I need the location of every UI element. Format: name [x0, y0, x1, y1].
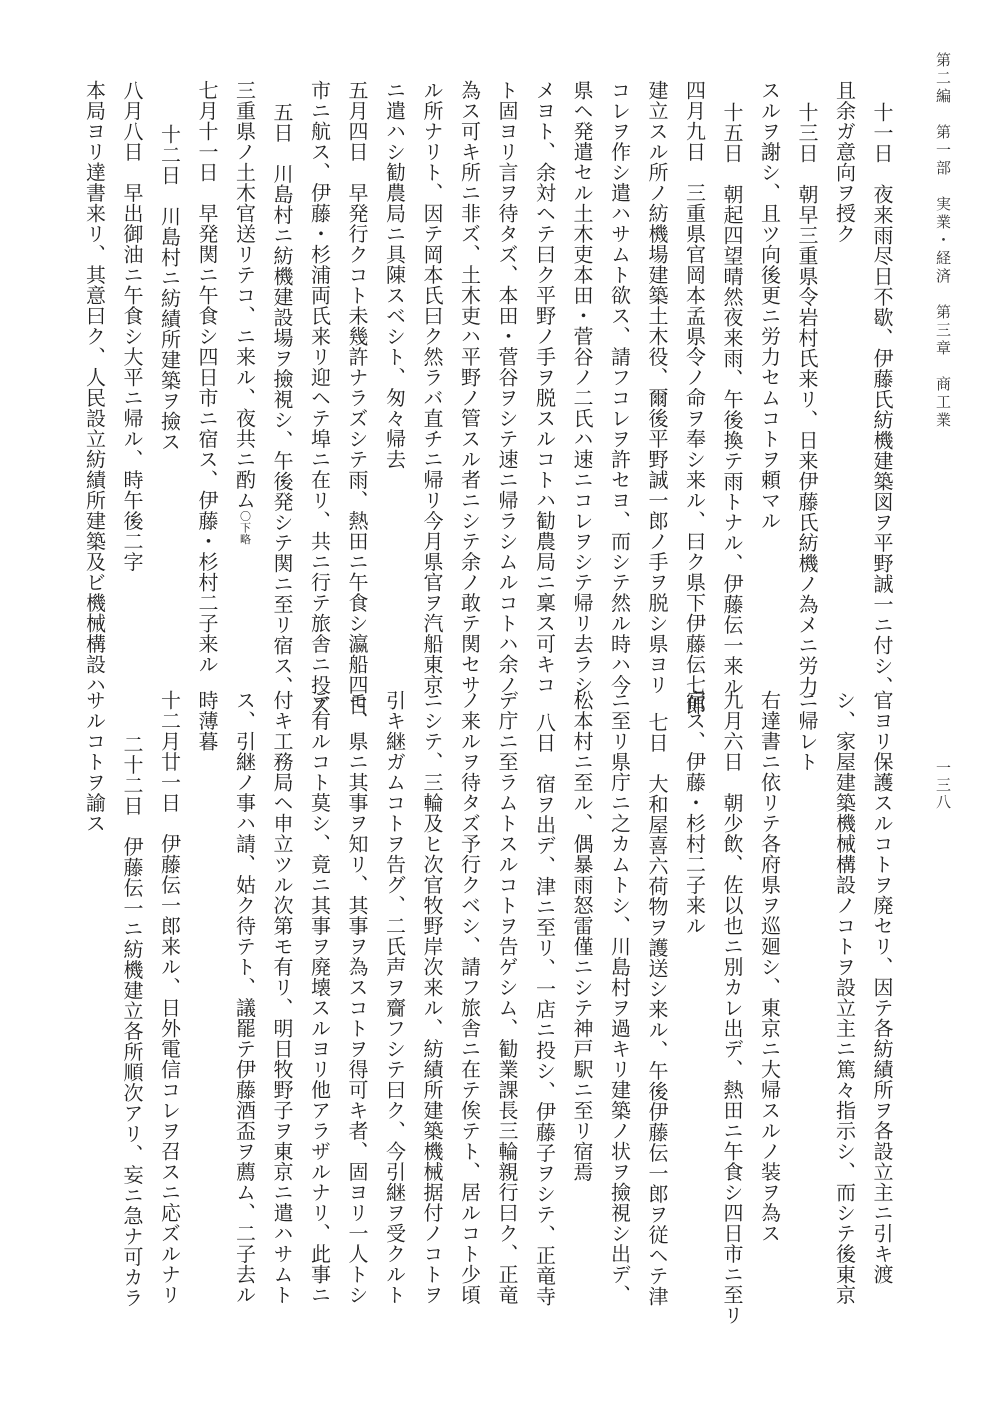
column-text: 右達書ニ依リテ各府県ヲ巡廻シ、東京ニ大帰スルノ装ヲ為ス: [757, 690, 782, 1244]
text-column: [270, 80, 294, 697]
text-column: [270, 690, 294, 1305]
text-column: [345, 690, 369, 1305]
column-text: 十二月廿一日 伊藤伝一郎来ル、日外電信コレヲ召スニ応ズルナリ: [157, 690, 182, 1305]
column-text: スルヲ謝シ、且ツ向後更ニ労力セムコトヲ頼マル: [757, 80, 782, 531]
running-header: 第二編 第一部 実業・経済 第三章 商工業: [934, 52, 952, 430]
column-text: 官ヨリ保護スルコトヲ廃セリ、因テ各紡績所ヲ各設立主ニ引キ渡: [870, 690, 894, 1285]
column-text: 且余ガ意向ヲ授ク: [832, 80, 857, 244]
text-column: [457, 80, 482, 695]
text-column: [682, 690, 707, 1250]
text-column: [495, 80, 519, 695]
text-column: [157, 690, 182, 1305]
column-text: 十五日 朝起四望晴然夜来雨、午後換テ雨トナル、伊藤伝一来ル: [720, 102, 744, 697]
page-number: 一三八: [934, 760, 952, 811]
column-text: 十二日 川島村ニ紡績所建築ヲ撿ス: [157, 124, 182, 452]
column-text: モ、県ニ其事ヲ知リ、其事ヲ為スコトヲ得可キ者、固ヨリ一人トシ: [345, 690, 369, 1305]
column-text: コレヲ作シ遣ハサムト欲ス、請フコレヲ許セヨ、而シテ然ル時ハ今: [607, 80, 632, 695]
column-text: ス、引継ノ事ハ請、姑ク待テト、議罷テ伊藤酒盃ヲ薦ム、二子去ル: [232, 690, 257, 1305]
column-text: 四月九日 三重県官岡本孟県令ノ命ヲ奉シ来ル、曰ク県下伊藤伝七郎: [682, 80, 707, 716]
column-text: サルコトヲ諭ス: [82, 690, 107, 834]
column-text: ニシテ、三輪及ヒ次官牧野岸次来ル、紡績所建築機械据付ノコトヲ: [420, 690, 444, 1305]
column-text: 時薄暮: [195, 690, 219, 752]
text-column: [870, 80, 894, 697]
text-column: [197, 690, 217, 1250]
column-text: 市ニ航ス、伊藤・杉浦両氏来リ迎ヘテ埠ニ在リ、共ニ行テ旅舎ニ投ズ: [307, 80, 332, 716]
text-column: [572, 690, 592, 1250]
text-column: [645, 690, 669, 1307]
column-text: デ庁ニ至ラムトスルコトヲ告ゲシム、勧業課長三輪親行曰ク、正竜: [495, 690, 519, 1305]
text-column: [870, 690, 894, 1285]
column-text: 十三日 朝早三重県令岩村氏来リ、日来伊藤氏紡機ノ為メニ労力: [795, 102, 819, 697]
text-column: [682, 80, 707, 716]
column-text: メヨト、余対ヘテ曰ク平野ノ手ヲ脱スルコトハ勧農局ニ稟ス可キコ: [532, 80, 557, 695]
column-text: シ、家屋建築機械構設ノコトヲ設立主ニ篤々指示シ、而シテ後東京: [832, 690, 857, 1305]
text-column: [382, 80, 407, 640]
text-column: [195, 80, 219, 675]
column-text: 宿ス、伊藤・杉村二子来ル: [682, 690, 707, 936]
column-text: 本局ヨリ達書来リ、其意曰ク、人民設立紡績所建築及ビ機械構設ハ: [82, 80, 107, 695]
text-column: [232, 80, 257, 640]
text-column: [420, 690, 444, 1305]
text-column: [607, 80, 632, 695]
column-text: 七日 大和屋喜六荷物ヲ護送シ来ル、午後伊藤伝一郎ヲ従ヘテ津: [645, 712, 669, 1307]
text-column: [382, 690, 407, 1305]
text-column: [120, 690, 144, 1308]
text-column: [720, 80, 744, 697]
column-text: 五月四日 早発行クコト未幾許ナラズシテ雨、熱田ニ午食シ瀛船四日: [345, 80, 369, 716]
column-text: ル所ナリト、因テ岡本氏曰ク然ラバ直チニ帰リ今月県官ヲ汽船東京: [420, 80, 444, 695]
text-column: [797, 690, 817, 1250]
column-text: 松本村ニ至ル、偶暴雨怒雷僅ニシテ神戸駅ニ至リ宿焉: [570, 690, 594, 1182]
text-column: [420, 80, 444, 695]
column-text: ニ遣ハシ勧農局ニ具陳スベシト、匆々帰去: [382, 80, 407, 470]
text-column: [757, 80, 782, 640]
column-text: ニ帰レト: [795, 690, 819, 772]
column-text: 建立スル所ノ紡機場建築土木役、爾後平野誠一郎ノ手ヲ脱シ県ヨリ: [645, 80, 669, 695]
column-text: 付キ工務局ヘ申立ツル次第モ有リ、明日牧野子ヲ東京ニ遣ハサムト: [270, 690, 294, 1305]
text-column: [307, 80, 332, 716]
column-text: 為ス可キ所ニ非ズ、土木吏ハ平野ノ管スル者ニシテ余ノ敢テ関セサ: [457, 80, 482, 695]
column-text: 県ヘ発遣セル土木吏本田・菅谷ノ二氏ハ速ニコレヲシテ帰リ去ラシ: [570, 80, 594, 695]
text-column: [82, 80, 107, 695]
column-text: ト固ヨリ言ヲ待タズ、本田・菅谷ヲシテ速ニ帰ラシムルコトハ余ノ: [495, 80, 519, 695]
text-column: [345, 80, 369, 716]
column-text: 七月十一日 早発関ニ午食シ四日市ニ宿ス、伊藤・杉村二子来ル: [195, 80, 219, 675]
column-note: 〇下略: [238, 510, 252, 545]
text-column: [645, 80, 669, 695]
text-column: [232, 690, 257, 1305]
column-text: 三重県ノ土木官送リテコ、ニ来ル、夜共ニ酌ム: [232, 80, 257, 511]
text-column: [570, 80, 594, 695]
column-text: 九月六日 朝少飲、佐以也ニ別カレ出デ、熱田ニ午食シ四日市ニ至リ: [720, 690, 744, 1326]
text-column: [720, 690, 744, 1326]
text-column: [757, 690, 782, 1250]
column-text: 五日 川島村ニ紡機建設場ヲ撿視シ、午後発シテ関ニ至リ宿ス、: [270, 102, 294, 697]
text-column: [532, 690, 557, 1307]
column-text: 十一日 夜来雨尽日不歇、伊藤氏紡機建築図ヲ平野誠一ニ付シ、: [870, 102, 894, 697]
text-column: [307, 690, 332, 1305]
text-column: [122, 80, 142, 640]
column-text: 二十二日 伊藤伝一ニ紡機建立各所順次アリ、妄ニ急ナ可カラ: [120, 734, 144, 1308]
column-text: ノ来ルヲ待タズ予行クベシ、請フ旅舎ニ在テ俟テト、居ルコト少頃: [457, 690, 482, 1305]
text-column: [832, 690, 857, 1305]
column-text: テ有ルコト莫シ、竟ニ其事ヲ廃壊スルヨリ他アラザルナリ、此事ニ: [307, 690, 332, 1305]
text-column: [82, 690, 107, 1250]
text-column: [532, 80, 557, 695]
column-text: ニ至リ県庁ニ之カムトシ、川島村ヲ過キリ建築ノ状ヲ撿視シ出デ、: [607, 690, 632, 1305]
text-column: [495, 690, 519, 1305]
text-column: [157, 80, 182, 684]
column-text: 八月八日 早出御油ニ午食シ大平ニ帰ル、時午後二字: [120, 80, 144, 572]
text-column: [457, 690, 482, 1305]
column-text: 八日 宿ヲ出デ、津ニ至リ、一店ニ投シ、伊藤子ヲシテ、正竜寺: [532, 712, 557, 1307]
text-column: [795, 80, 819, 697]
column-text: 引キ継ガムコトヲ告グ、二氏声ヲ齎フシテ曰ク、今引継ヲ受クルト: [382, 690, 407, 1305]
text-column: [607, 690, 632, 1305]
text-column: [832, 80, 857, 640]
